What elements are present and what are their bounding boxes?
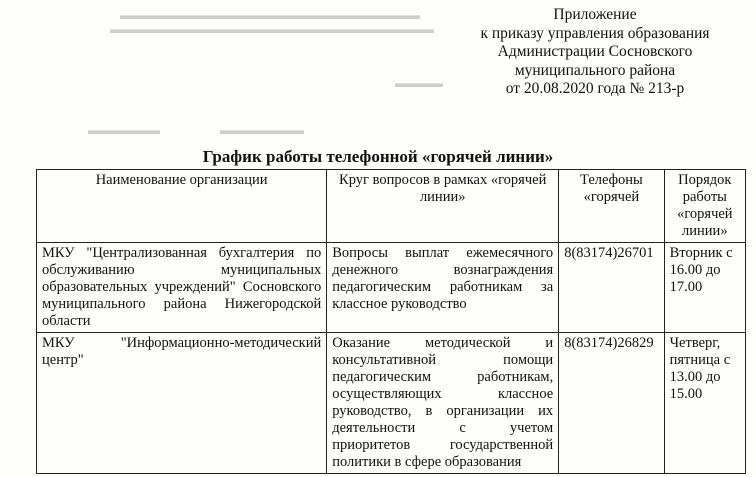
cell-schedule: Вторник с 16.00 до 17.00 bbox=[664, 243, 745, 333]
appendix-line: от 20.08.2020 года № 213-р bbox=[505, 80, 685, 97]
bleed-through-text: ▬▬▬▬▬▬ bbox=[88, 123, 160, 137]
bleed-through-text: ▬▬▬▬▬▬▬ bbox=[220, 123, 304, 137]
bleed-through-text: ▬▬▬▬ bbox=[395, 76, 443, 90]
table-header-row bbox=[37, 170, 746, 243]
bleed-through-text: ▬▬▬▬▬▬▬▬▬▬▬▬▬▬▬▬▬▬▬▬▬▬▬▬▬ bbox=[120, 8, 420, 22]
cell-organization: МКУ "Централизованная бухгалтерия по обслуживанию муниципальных образовательных учреждений" Сосновского муниципального района Нижегородской области bbox=[37, 243, 327, 333]
appendix-line: к приказу управления образования bbox=[480, 24, 710, 42]
header-schedule: Порядок работы «горячей линии» bbox=[664, 170, 745, 243]
cell-scope: Оказание методической и консультативной помощи педагогическим работникам, осуществляющих классное руководство, в организации их деятельности с учетом приоритетов государственной политики в сфере образования bbox=[327, 333, 559, 474]
table-row bbox=[37, 243, 746, 333]
cell-organization: МКУ "Информационно-методический центр" bbox=[37, 333, 327, 474]
bleed-through-text: ▬▬▬▬▬▬▬▬▬▬▬▬▬▬▬▬▬▬▬▬▬▬▬▬▬▬▬ bbox=[110, 22, 434, 36]
appendix-line: Приложение bbox=[553, 6, 637, 23]
document-title: График работы телефонной «горячей линии» bbox=[202, 147, 554, 166]
header-organization: Наименование организации bbox=[37, 170, 327, 243]
cell-schedule: Четверг, пятница с 13.00 до 15.00 bbox=[664, 333, 745, 474]
cell-phone: 8(83174)26829 bbox=[559, 333, 664, 474]
header-scope: Круг вопросов в рамках «горячей линии» bbox=[327, 170, 559, 243]
header-phones: Телефоны «горячей bbox=[559, 170, 664, 243]
table-row bbox=[37, 333, 746, 474]
hotline-schedule-table bbox=[36, 169, 746, 474]
appendix-line: муниципального района bbox=[514, 61, 676, 79]
appendix-block bbox=[455, 6, 735, 99]
cell-scope: Вопросы выплат ежемесячного денежного вознаграждения педагогическим работникам за классное руководство bbox=[327, 243, 559, 333]
appendix-line: Администрации Сосновского bbox=[497, 43, 693, 60]
cell-phone: 8(83174)26701 bbox=[559, 243, 664, 333]
